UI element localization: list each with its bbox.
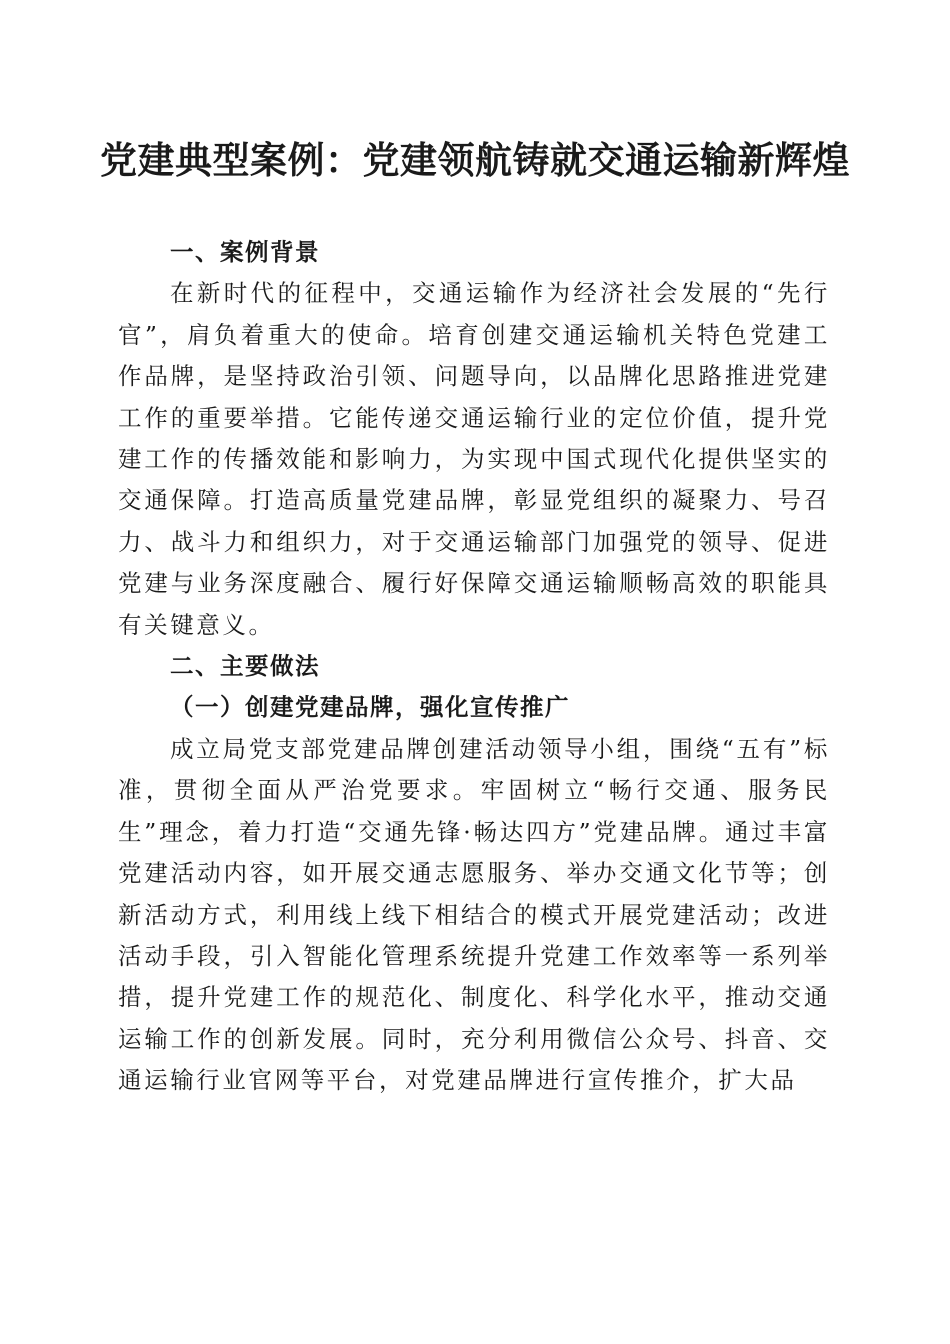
- section-paragraph-background: 在新时代的征程中，交通运输作为经济社会发展的“先行官”，肩负着重大的使命。培育创建交通运输机关特色党建工作品牌，是坚持政治引领、问题导向，以品牌化思路推进党建工作的重要举措。它能传递交通运输行业的定位价值，提升党建工作的传播效能和影响力，为实现中国式现代化提供坚实的交通保障。打造高质量党建品牌，彰显党组织的凝聚力、号召力、战斗力和组织力，对于交通运输部门加强党的领导、促进党建与业务深度融合、履行好保障交通运输顺畅高效的职能具有关键意义。: [118, 279, 830, 639]
- document-body: [118, 232, 830, 1102]
- document-title: 党建典型案例：党建领航铸就交通运输新辉煌: [100, 138, 850, 182]
- section-paragraph-practices: 成立局党支部党建品牌创建活动领导小组，围绕“五有”标准，贯彻全面从严治党要求。牢固树立“畅行交通、服务民生”理念，着力打造“交通先锋·畅达四方”党建品牌。通过丰富党建活动内容，如开展交通志愿服务、举办交通文化节等；创新活动方式，利用线上线下相结合的模式开展党建活动；改进活动手段，引入智能化管理系统提升党建工作效率等一系列举措，提升党建工作的规范化、制度化、科学化水平，推动交通运输工作的创新发展。同时，充分利用微信公众号、抖音、交通运输行业官网等平台，对党建品牌进行宣传推介，扩大品: [118, 734, 830, 1095]
- section-heading-background: 一、案例背景: [170, 238, 320, 266]
- subsection-heading-brand: （一）创建党建品牌，强化宣传推广: [170, 693, 570, 722]
- section-heading-practices: 二、主要做法: [170, 652, 320, 681]
